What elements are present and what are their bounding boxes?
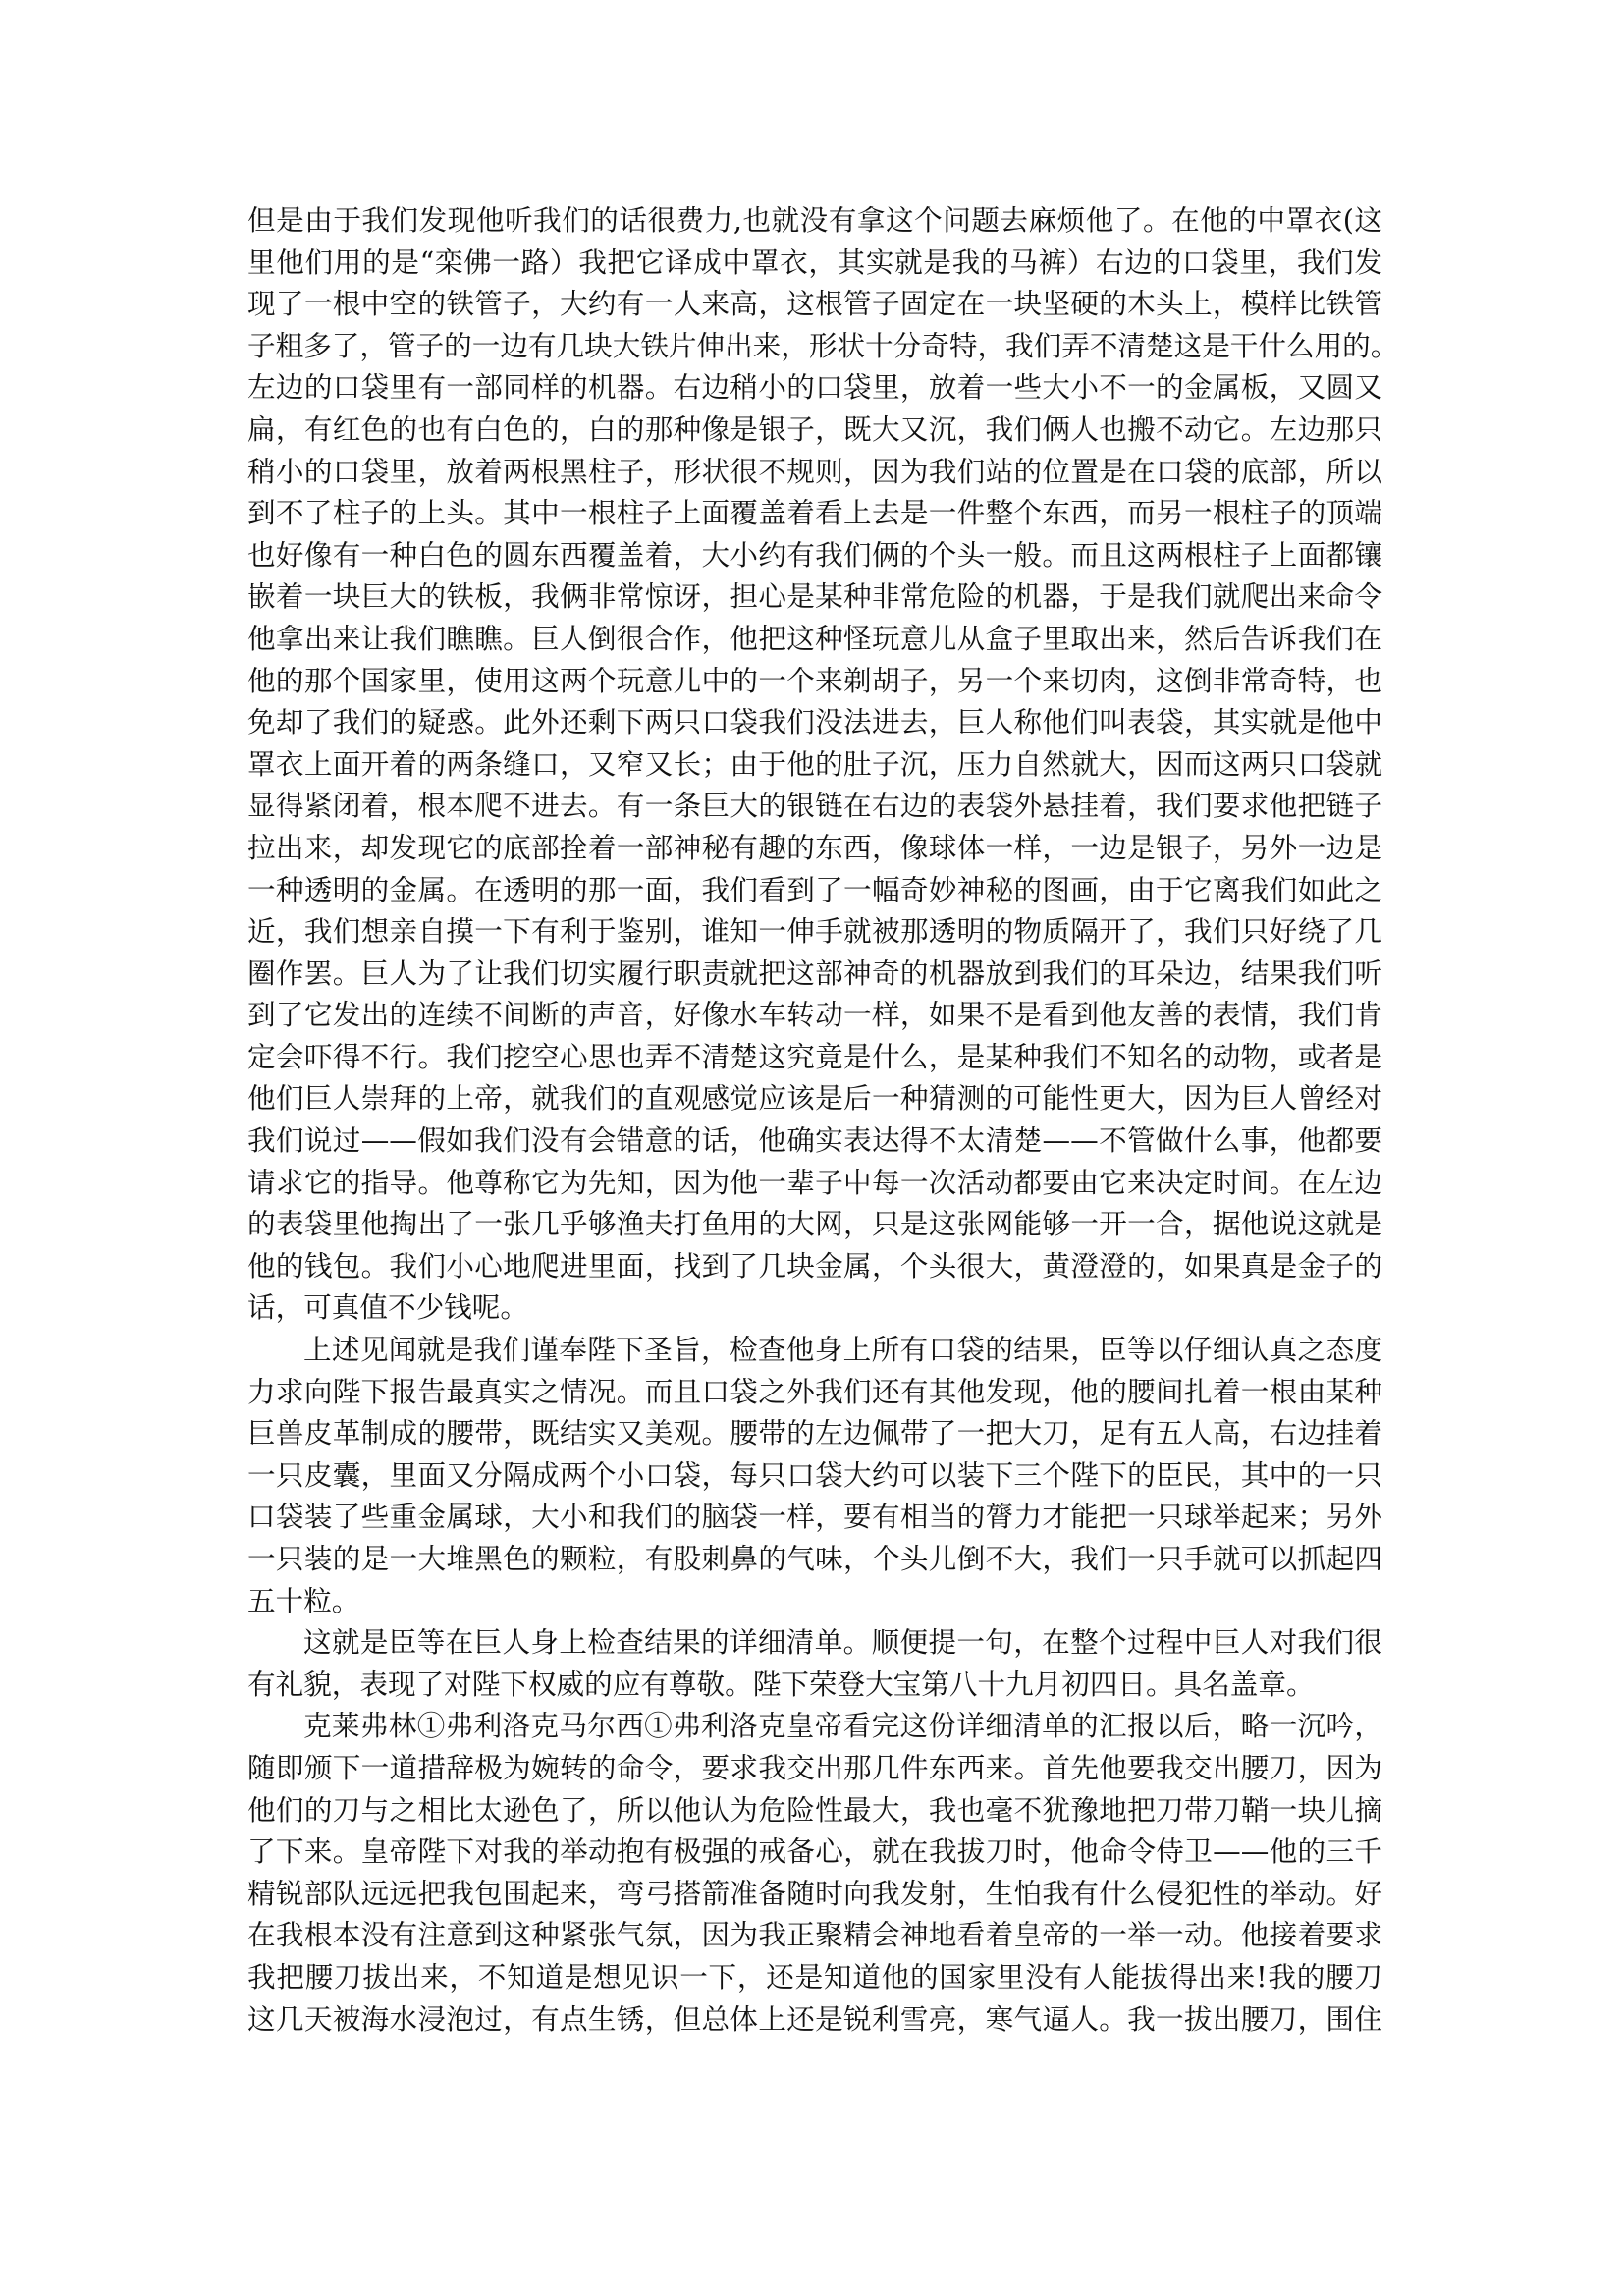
paragraph xyxy=(247,199,1399,1329)
paragraph xyxy=(247,1329,1382,1621)
text-line: 我们说过——假如我们没有会错意的话，他确实表达得不太清楚——不管做什么事，他都要 xyxy=(247,1123,1382,1158)
document-page xyxy=(247,199,1399,2040)
text-line: 定会吓得不行。我们挖空心思也弄不清楚这究竟是什么，是某种我们不知名的动物，或者是 xyxy=(247,1039,1382,1073)
text-line: 我把腰刀拔出来，不知道是想见识一下，还是知道他的国家里没有人能拔得出来!我的腰刀 xyxy=(247,1959,1382,1994)
text-line: 有礼貌，表现了对陛下权威的应有尊敬。陛下荣登大宝第八十九月初四日。具名盖章。 xyxy=(247,1667,1315,1701)
text-line: 这就是臣等在巨人身上检查结果的详细清单。顺便提一句，在整个过程中巨人对我们很 xyxy=(303,1625,1382,1660)
text-line: 也好像有一种白色的圆东西覆盖着，大小约有我们俩的个头一般。而且这两根柱子上面都镶 xyxy=(247,537,1382,572)
text-line: 力求向陛下报告最真实之情况。而且口袋之外我们还有其他发现，他的腰间扎着一根由某种 xyxy=(247,1374,1382,1408)
text-line: 圈作罢。巨人为了让我们切实履行职责就把这部神奇的机器放到我们的耳朵边，结果我们听 xyxy=(247,956,1382,990)
text-line: 但是由于我们发现他听我们的话很费力,也就没有拿这个问题去麻烦他了。在他的中罩衣(这 xyxy=(247,203,1382,237)
text-line: 稍小的口袋里，放着两根黑柱子，形状很不规则，因为我们站的位置是在口袋的底部，所以 xyxy=(247,454,1382,488)
text-line: 在我根本没有注意到这种紧张气氛，因为我正聚精会神地看着皇帝的一举一动。他接着要求 xyxy=(247,1918,1382,1952)
text-line: 拉出来，却发现它的底部拴着一部神秘有趣的东西，像球体一样，一边是银子，另外一边是 xyxy=(247,830,1382,864)
paragraph xyxy=(247,1705,1382,2040)
text-line: 一只装的是一大堆黑色的颗粒，有股刺鼻的气味，个头儿倒不大，我们一只手就可以抓起四 xyxy=(247,1542,1382,1575)
text-line: 口袋装了些重金属球，大小和我们的脑袋一样，要有相当的膂力才能把一只球举起来；另外 xyxy=(247,1500,1382,1534)
text-line: 近，我们想亲自摸一下有利于鉴别，谁知一伸手就被那透明的物质隔开了，我们只好绕了几 xyxy=(247,914,1382,949)
text-line: 他的那个国家里，使用这两个玩意儿中的一个来剃胡子，另一个来切肉，这倒非常奇特，也 xyxy=(247,663,1382,697)
text-line: 请求它的指导。他尊称它为先知，因为他一辈子中每一次活动都要由它来决定时间。在左边 xyxy=(247,1165,1382,1199)
text-line: 精锐部队远远把我包围起来，弯弓搭箭准备随时向我发射，生怕我有什么侵犯性的举动。好 xyxy=(247,1876,1382,1910)
text-line: 显得紧闭着，根本爬不进去。有一条巨大的银链在右边的表袋外悬挂着，我们要求他把链子 xyxy=(247,789,1382,823)
text-line: 随即颁下一道措辞极为婉转的命令，要求我交出那几件东西来。首先他要我交出腰刀，因为 xyxy=(247,1750,1382,1784)
text-line: 他拿出来让我们瞧瞧。巨人倒很合作，他把这种怪玩意儿从盒子里取出来，然后告诉我们在 xyxy=(247,621,1382,655)
text-line: 左边的口袋里有一部同样的机器。右边稍小的口袋里，放着一些大小不一的金属板，又圆又 xyxy=(247,370,1382,405)
text-line: 子粗多了，管子的一边有几块大铁片伸出来，形状十分奇特，我们弄不清楚这是干什么用的。 xyxy=(247,328,1399,362)
text-line: 他的钱包。我们小心地爬进里面，找到了几块金属，个头很大，黄澄澄的，如果真是金子的 xyxy=(247,1248,1382,1283)
text-line: 这几天被海水浸泡过，有点生锈，但总体上还是锐利雪亮，寒气逼人。我一拔出腰刀，围住 xyxy=(247,2001,1382,2036)
text-line: 扁，有红色的也有白色的，白的那种像是银子，既大又沉，我们俩人也搬不动它。左边那只 xyxy=(247,411,1382,446)
text-line: 罩衣上面开着的两条缝口，又窄又长；由于他的肚子沉，压力自然就大，因而这两只口袋就 xyxy=(247,746,1382,781)
text-line: 上述见闻就是我们谨奉陛下圣旨，检查他身上所有口袋的结果，臣等以仔细认真之态度 xyxy=(303,1333,1382,1367)
text-line: 一种透明的金属。在透明的那一面，我们看到了一幅奇妙神秘的图画，由于它离我们如此之 xyxy=(247,872,1382,906)
text-line: 克莱弗林①弗利洛克马尔西①弗利洛克皇帝看完这份详细清单的汇报以后，略一沉吟， xyxy=(303,1709,1382,1743)
text-line: 他们巨人崇拜的上帝，就我们的直观感觉应该是后一种猜测的可能性更大，因为巨人曾经对 xyxy=(247,1081,1382,1116)
text-line: 他们的刀与之相比太逊色了，所以他认为危险性最大，我也毫不犹豫地把刀带刀鞘一块儿摘 xyxy=(247,1792,1382,1827)
text-line: 五十粒。 xyxy=(247,1583,360,1617)
text-line: 巨兽皮革制成的腰带，既结实又美观。腰带的左边佩带了一把大刀，足有五人高，右边挂着 xyxy=(247,1416,1382,1450)
text-line: 里他们用的是“栾佛一路）我把它译成中罩衣，其实就是我的马裤）右边的口袋里，我们发 xyxy=(247,245,1382,279)
text-line: 免却了我们的疑惑。此外还剩下两只口袋我们没法进去，巨人称他们叫表袋，其实就是他中 xyxy=(247,705,1382,739)
text-line: 话，可真值不少钱呢。 xyxy=(247,1290,528,1325)
text-line: 的表袋里他掏出了一张几乎够渔夫打鱼用的大网，只是这张网能够一开一合，据他说这就是 xyxy=(247,1207,1382,1241)
paragraph xyxy=(247,1621,1382,1705)
text-line: 嵌着一块巨大的铁板，我俩非常惊讶，担心是某种非常危险的机器，于是我们就爬出来命令 xyxy=(247,579,1382,614)
text-line: 现了一根中空的铁管子，大约有一人来高，这根管子固定在一块坚硬的木头上，模样比铁管 xyxy=(247,287,1382,321)
text-line: 到了它发出的连续不间断的声音，好像水车转动一样，如果不是看到他友善的表情，我们肯 xyxy=(247,998,1382,1032)
text-line: 到不了柱子的上头。其中一根柱子上面覆盖着看上去是一件整个东西，而另一根柱子的顶端 xyxy=(247,496,1382,530)
text-line: 一只皮囊，里面又分隔成两个小口袋，每只口袋大约可以装下三个陛下的臣民，其中的一只 xyxy=(247,1457,1382,1492)
text-line: 了下来。皇帝陛下对我的举动抱有极强的戒备心，就在我拔刀时，他命令侍卫——他的三千 xyxy=(247,1834,1382,1869)
